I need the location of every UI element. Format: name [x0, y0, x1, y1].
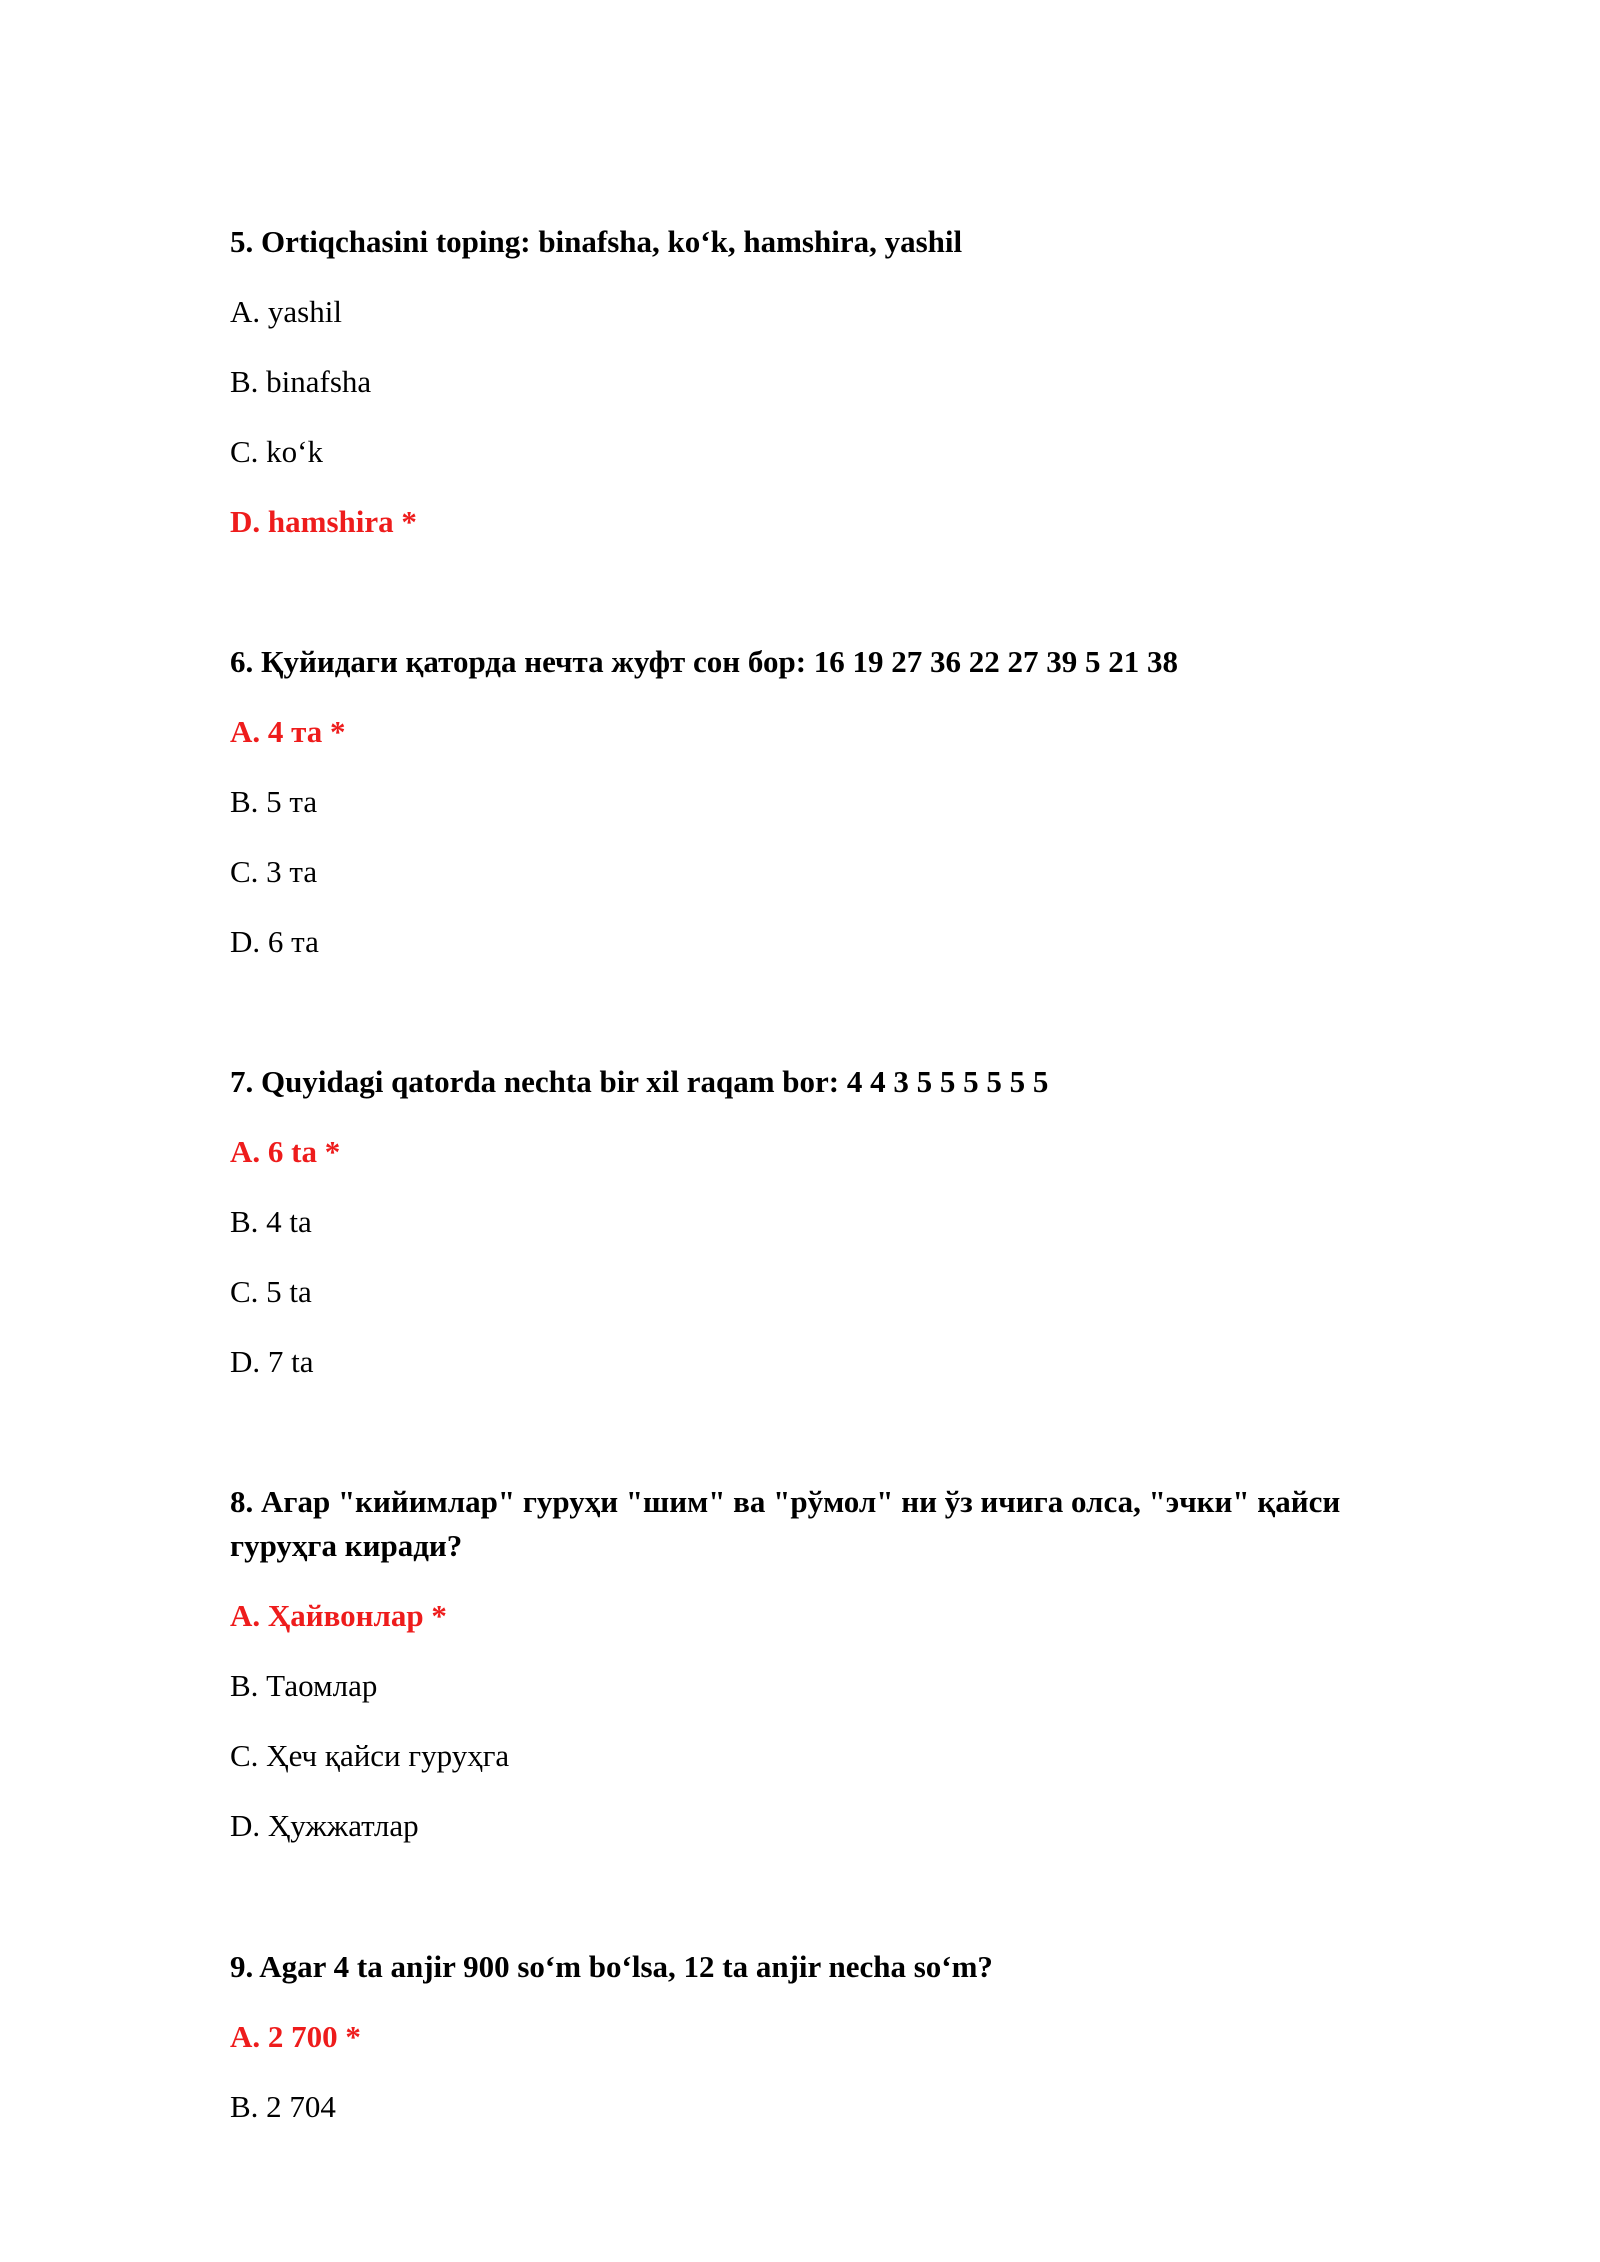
option-b: B. binafsha	[230, 364, 372, 399]
option-b: B. Таомлар	[230, 1668, 378, 1703]
option-d: D. 6 та	[230, 924, 319, 959]
question-9	[230, 1945, 1410, 2155]
question-8	[230, 1480, 1410, 1874]
option-a-correct: A. 6 ta *	[230, 1134, 341, 1169]
option-c: C. ko‘k	[230, 434, 323, 469]
option-d-correct: D. hamshira *	[230, 504, 417, 539]
option-b: B. 4 ta	[230, 1204, 312, 1239]
option-c: C. 5 ta	[230, 1274, 312, 1309]
question-text: 7. Quyidagi qatorda nechta bir xil raqam bor: 4 4 3 5 5 5 5 5 5	[230, 1064, 1049, 1099]
question-7	[230, 1060, 1410, 1410]
option-d: D. Ҳужжатлар	[230, 1808, 419, 1843]
option-a-correct: A. Ҳайвонлар *	[230, 1598, 447, 1633]
option-c: C. Ҳеч қайси гуруҳга	[230, 1738, 510, 1773]
option-d: D. 7 ta	[230, 1344, 314, 1379]
question-text: 8. Агар "кийимлар" гуруҳи "шим" ва "рўмол" ни ўз ичига олса, "эчки" қайси гуруҳга киради?	[230, 1484, 1341, 1563]
option-b: B. 2 704	[230, 2089, 336, 2124]
option-a-correct: A. 2 700 *	[230, 2019, 361, 2054]
question-text: 5. Ortiqchasini toping: binafsha, ko‘k, hamshira, yashil	[230, 224, 963, 259]
option-a-correct: A. 4 та *	[230, 714, 346, 749]
question-6	[230, 640, 1410, 990]
option-c: C. 3 та	[230, 854, 318, 889]
option-b: B. 5 та	[230, 784, 318, 819]
question-5	[230, 220, 1410, 570]
question-text: 6. Қуйидаги қаторда нечта жуфт сон бор: 16 19 27 36 22 27 39 5 21 38	[230, 644, 1179, 679]
question-text: 9. Agar 4 ta anjir 900 so‘m bo‘lsa, 12 ta anjir necha so‘m?	[230, 1949, 993, 1984]
option-a: A. yashil	[230, 294, 342, 329]
